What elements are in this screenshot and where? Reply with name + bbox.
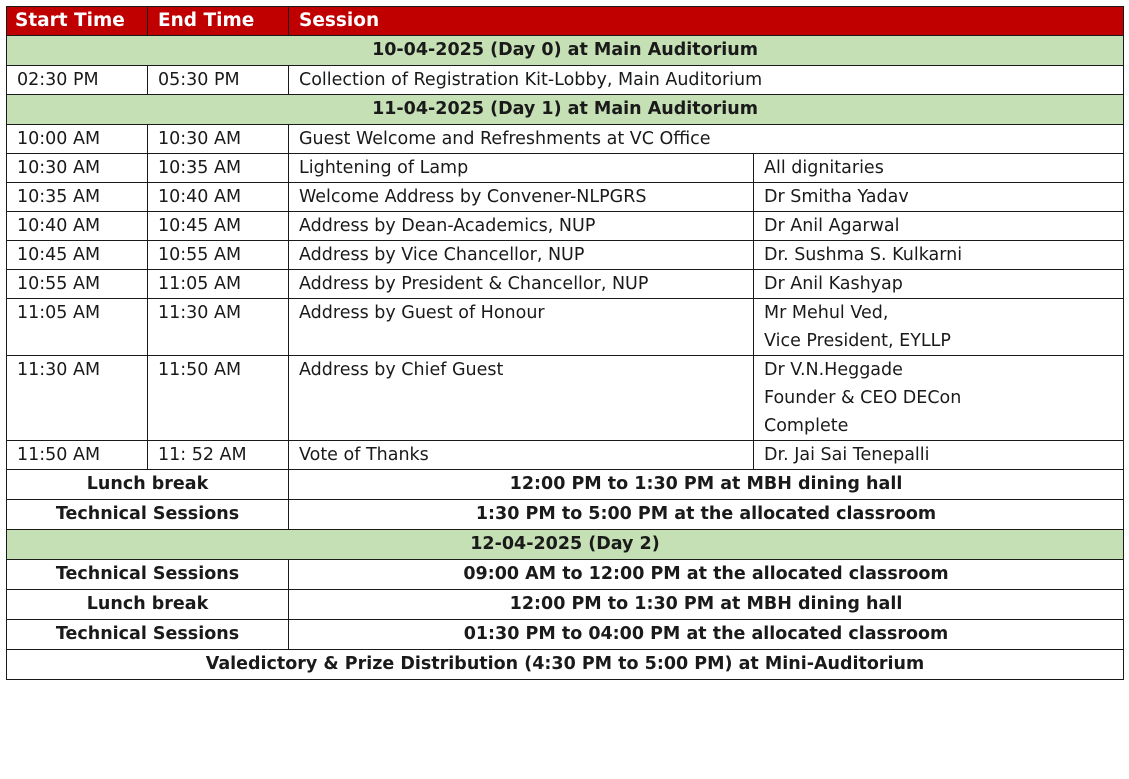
lunch-break-detail: 12:00 PM to 1:30 PM at MBH dining hall bbox=[289, 470, 1124, 500]
schedule-row bbox=[7, 356, 1124, 441]
speaker: Dr. Jai Sai Tenepalli bbox=[754, 441, 1124, 470]
valedictory-text: Valedictory & Prize Distribution (4:30 PM to 5:00 PM) at Mini-Auditorium bbox=[7, 650, 1124, 680]
end-time: 10:55 AM bbox=[148, 241, 289, 270]
schedule-row bbox=[7, 183, 1124, 212]
schedule-row bbox=[7, 125, 1124, 154]
technical-sessions-detail: 09:00 AM to 12:00 PM at the allocated classroom bbox=[289, 560, 1124, 590]
session-title: Address by Chief Guest bbox=[289, 356, 754, 441]
speaker-line: Founder & CEO DECon bbox=[764, 388, 962, 408]
speaker: All dignitaries bbox=[754, 154, 1124, 183]
lunch-break-row bbox=[7, 590, 1124, 620]
speaker-line: Mr Mehul Ved, bbox=[764, 303, 889, 323]
schedule-row bbox=[7, 441, 1124, 470]
technical-sessions-row bbox=[7, 560, 1124, 590]
speaker-line: Vice President, EYLLP bbox=[764, 331, 951, 351]
session-title: Lightening of Lamp bbox=[289, 154, 754, 183]
end-time: 11: 52 AM bbox=[148, 441, 289, 470]
day-0-title: 10-04-2025 (Day 0) at Main Auditorium bbox=[7, 36, 1124, 66]
technical-sessions-detail: 01:30 PM to 04:00 PM at the allocated classroom bbox=[289, 620, 1124, 650]
lunch-break-label: Lunch break bbox=[7, 470, 289, 500]
end-time: 10:30 AM bbox=[148, 125, 289, 154]
end-time: 10:35 AM bbox=[148, 154, 289, 183]
speaker: Dr Anil Agarwal bbox=[754, 212, 1124, 241]
schedule-row bbox=[7, 241, 1124, 270]
start-time: 11:50 AM bbox=[7, 441, 148, 470]
valedictory-row bbox=[7, 650, 1124, 680]
day-1-heading-row bbox=[7, 95, 1124, 125]
schedule-row bbox=[7, 154, 1124, 183]
day-2-title: 12-04-2025 (Day 2) bbox=[7, 530, 1124, 560]
start-time: 10:35 AM bbox=[7, 183, 148, 212]
technical-sessions-row bbox=[7, 620, 1124, 650]
schedule-row bbox=[7, 270, 1124, 299]
session-title: Vote of Thanks bbox=[289, 441, 754, 470]
header-row bbox=[7, 7, 1124, 36]
technical-sessions-detail: 1:30 PM to 5:00 PM at the allocated classroom bbox=[289, 500, 1124, 530]
speaker: Dr Anil Kashyap bbox=[754, 270, 1124, 299]
header-end-time: End Time bbox=[148, 7, 289, 36]
end-time: 05:30 PM bbox=[148, 66, 289, 95]
start-time: 02:30 PM bbox=[7, 66, 148, 95]
start-time: 11:30 AM bbox=[7, 356, 148, 441]
technical-sessions-label: Technical Sessions bbox=[7, 500, 289, 530]
end-time: 10:40 AM bbox=[148, 183, 289, 212]
header-session: Session bbox=[289, 7, 1124, 36]
header-start-time: Start Time bbox=[7, 7, 148, 36]
speaker-line: Complete bbox=[764, 416, 849, 436]
day-2-heading-row bbox=[7, 530, 1124, 560]
session-title: Collection of Registration Kit-Lobby, Main Auditorium bbox=[289, 66, 1124, 95]
lunch-break-detail: 12:00 PM to 1:30 PM at MBH dining hall bbox=[289, 590, 1124, 620]
schedule-row bbox=[7, 212, 1124, 241]
session-title: Welcome Address by Convener-NLPGRS bbox=[289, 183, 754, 212]
start-time: 10:40 AM bbox=[7, 212, 148, 241]
speaker: Dr. Sushma S. Kulkarni bbox=[754, 241, 1124, 270]
schedule-row bbox=[7, 66, 1124, 95]
day-1-title: 11-04-2025 (Day 1) at Main Auditorium bbox=[7, 95, 1124, 125]
schedule-row bbox=[7, 299, 1124, 356]
speaker bbox=[754, 356, 1124, 441]
session-title: Guest Welcome and Refreshments at VC Office bbox=[289, 125, 1124, 154]
end-time: 10:45 AM bbox=[148, 212, 289, 241]
lunch-break-label: Lunch break bbox=[7, 590, 289, 620]
end-time: 11:30 AM bbox=[148, 299, 289, 356]
start-time: 10:55 AM bbox=[7, 270, 148, 299]
technical-sessions-row bbox=[7, 500, 1124, 530]
technical-sessions-label: Technical Sessions bbox=[7, 560, 289, 590]
start-time: 11:05 AM bbox=[7, 299, 148, 356]
day-0-heading-row bbox=[7, 36, 1124, 66]
technical-sessions-label: Technical Sessions bbox=[7, 620, 289, 650]
speaker-line: Dr V.N.Heggade bbox=[764, 360, 903, 380]
session-title: Address by Dean-Academics, NUP bbox=[289, 212, 754, 241]
start-time: 10:30 AM bbox=[7, 154, 148, 183]
start-time: 10:00 AM bbox=[7, 125, 148, 154]
end-time: 11:05 AM bbox=[148, 270, 289, 299]
speaker bbox=[754, 299, 1124, 356]
session-title: Address by President & Chancellor, NUP bbox=[289, 270, 754, 299]
speaker: Dr Smitha Yadav bbox=[754, 183, 1124, 212]
lunch-break-row bbox=[7, 470, 1124, 500]
schedule-table bbox=[6, 6, 1124, 680]
start-time: 10:45 AM bbox=[7, 241, 148, 270]
end-time: 11:50 AM bbox=[148, 356, 289, 441]
session-title: Address by Guest of Honour bbox=[289, 299, 754, 356]
session-title: Address by Vice Chancellor, NUP bbox=[289, 241, 754, 270]
